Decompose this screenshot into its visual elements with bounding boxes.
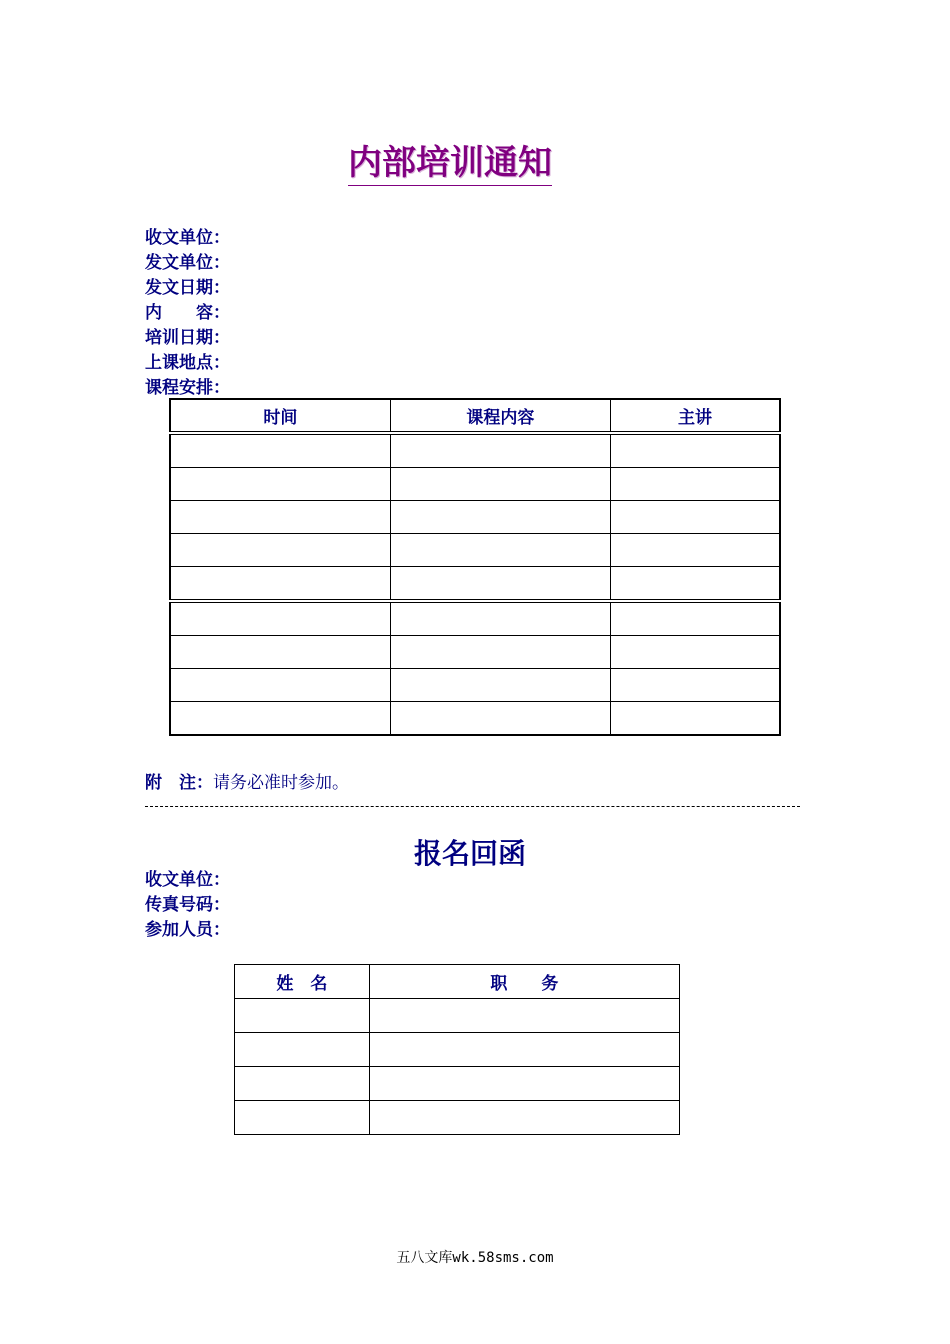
reply-field-attendees: 参加人员： bbox=[145, 920, 230, 940]
table-row bbox=[170, 534, 780, 567]
table-cell[interactable] bbox=[390, 601, 610, 636]
table-cell[interactable] bbox=[390, 567, 610, 602]
col-header-name: 姓 名 bbox=[235, 965, 370, 999]
field-schedule: 课程安排： bbox=[145, 378, 230, 398]
table-row bbox=[170, 601, 780, 636]
table-cell[interactable] bbox=[369, 999, 679, 1033]
table-cell[interactable] bbox=[170, 468, 390, 501]
table-cell[interactable] bbox=[390, 433, 610, 468]
table-row bbox=[170, 567, 780, 602]
table-cell[interactable] bbox=[170, 601, 390, 636]
table-cell[interactable] bbox=[235, 1101, 370, 1135]
table-row bbox=[235, 1033, 680, 1067]
reply-fields bbox=[145, 868, 230, 943]
table-row bbox=[170, 501, 780, 534]
field-training-date: 培训日期： bbox=[145, 328, 230, 348]
col-header-course: 课程内容 bbox=[390, 399, 610, 433]
table-row bbox=[235, 1067, 680, 1101]
note bbox=[145, 768, 349, 793]
table-row bbox=[170, 636, 780, 669]
field-location: 上课地点： bbox=[145, 353, 230, 373]
table-cell[interactable] bbox=[390, 534, 610, 567]
table-row bbox=[235, 1101, 680, 1135]
table-cell[interactable] bbox=[611, 534, 780, 567]
reply-title: 报名回函 bbox=[413, 837, 526, 870]
table-cell[interactable] bbox=[611, 601, 780, 636]
table-cell[interactable] bbox=[170, 534, 390, 567]
table-cell[interactable] bbox=[170, 501, 390, 534]
table-header-row bbox=[170, 399, 780, 433]
field-receiver: 收文单位： bbox=[145, 228, 230, 248]
table-cell[interactable] bbox=[170, 567, 390, 602]
page-title: 内部培训通知 bbox=[0, 135, 900, 184]
schedule-table bbox=[169, 398, 781, 736]
table-cell[interactable] bbox=[611, 501, 780, 534]
table-row bbox=[235, 999, 680, 1033]
table-cell[interactable] bbox=[369, 1101, 679, 1135]
table-cell[interactable] bbox=[611, 702, 780, 736]
table-cell[interactable] bbox=[390, 669, 610, 702]
col-header-position: 职 务 bbox=[369, 965, 679, 999]
table-cell[interactable] bbox=[369, 1067, 679, 1101]
table-cell[interactable] bbox=[235, 1033, 370, 1067]
cut-line-divider bbox=[145, 806, 800, 807]
table-row bbox=[170, 702, 780, 736]
col-header-lecturer: 主讲 bbox=[611, 399, 780, 433]
table-header-row bbox=[235, 965, 680, 999]
col-header-time: 时间 bbox=[170, 399, 390, 433]
note-label: 附 注： bbox=[145, 773, 213, 793]
notice-fields bbox=[145, 226, 230, 401]
table-cell[interactable] bbox=[611, 468, 780, 501]
note-text: 请务必准时参加。 bbox=[213, 773, 349, 793]
table-cell[interactable] bbox=[611, 669, 780, 702]
table-cell[interactable] bbox=[611, 433, 780, 468]
table-row bbox=[170, 433, 780, 468]
table-cell[interactable] bbox=[390, 501, 610, 534]
table-cell[interactable] bbox=[611, 567, 780, 602]
field-content: 内 容： bbox=[145, 303, 230, 323]
table-cell[interactable] bbox=[369, 1033, 679, 1067]
table-cell[interactable] bbox=[170, 669, 390, 702]
table-cell[interactable] bbox=[611, 636, 780, 669]
table-cell[interactable] bbox=[235, 1067, 370, 1101]
table-cell[interactable] bbox=[235, 999, 370, 1033]
table-cell[interactable] bbox=[390, 702, 610, 736]
footer-watermark: 五八文库wk.58sms.com bbox=[396, 1250, 554, 1266]
table-cell[interactable] bbox=[170, 433, 390, 468]
field-sender: 发文单位： bbox=[145, 253, 230, 273]
table-cell[interactable] bbox=[390, 636, 610, 669]
field-issue-date: 发文日期： bbox=[145, 278, 230, 298]
reply-field-fax: 传真号码： bbox=[145, 895, 230, 915]
table-cell[interactable] bbox=[390, 468, 610, 501]
registration-table bbox=[234, 964, 680, 1135]
table-row bbox=[170, 669, 780, 702]
table-cell[interactable] bbox=[170, 702, 390, 736]
reply-field-receiver: 收文单位： bbox=[145, 870, 230, 890]
table-cell[interactable] bbox=[170, 636, 390, 669]
table-row bbox=[170, 468, 780, 501]
